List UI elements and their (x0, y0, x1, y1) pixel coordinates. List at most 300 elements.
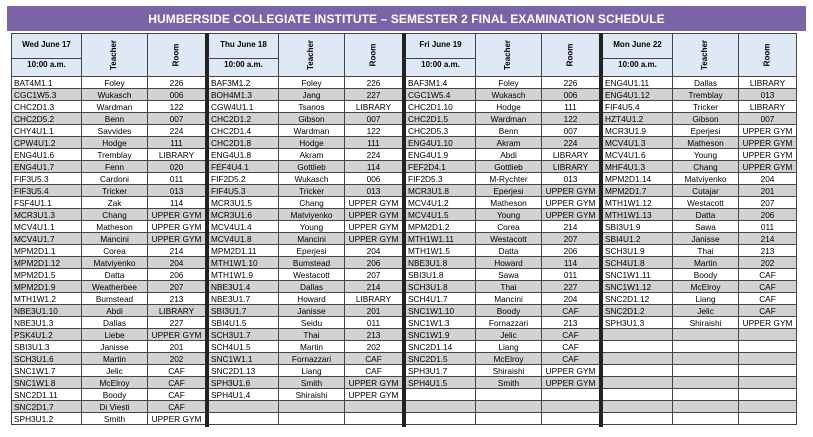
room-number: 214 (148, 245, 206, 257)
room-number: UPPER GYM (345, 197, 403, 209)
room-number (739, 341, 797, 353)
teacher-name: Tremblay (82, 149, 148, 161)
room-number: 227 (345, 89, 403, 101)
room-number: UPPER GYM (542, 365, 600, 377)
table-row (603, 185, 797, 197)
teacher-name: Benn (476, 125, 542, 137)
table-row (406, 269, 600, 281)
course-code (603, 401, 673, 413)
teacher-name: Wardman (82, 101, 148, 113)
room-number: UPPER GYM (345, 389, 403, 401)
table-row (406, 233, 600, 245)
course-code: SNC1W1.7 (12, 365, 82, 377)
room-number: UPPER GYM (739, 125, 797, 137)
room-number: LIBRARY (739, 101, 797, 113)
column-label-teacher: Teacher (700, 39, 710, 71)
table-row (603, 233, 797, 245)
teacher-name: Wardman (279, 125, 345, 137)
table-row (603, 221, 797, 233)
course-code: FIF3U5.4 (12, 185, 82, 197)
table-row (12, 245, 206, 257)
teacher-name: Smith (82, 413, 148, 425)
table-row (603, 377, 797, 389)
teacher-name: Gibson (279, 113, 345, 125)
room-number: CAF (542, 329, 600, 341)
room-number: 122 (345, 125, 403, 137)
room-number: UPPER GYM (542, 377, 600, 389)
day-header (209, 34, 279, 77)
panel-divider (402, 33, 406, 427)
table-row (406, 245, 600, 257)
teacher-name: Eperjesi (476, 185, 542, 197)
table-row (603, 101, 797, 113)
room-number: 207 (345, 269, 403, 281)
room-number: 207 (148, 281, 206, 293)
room-number (739, 329, 797, 341)
teacher-name: Janisse (82, 341, 148, 353)
course-code: MCV4U1.7 (12, 233, 82, 245)
course-code: MCV4U1.5 (406, 209, 476, 221)
teacher-name: Westacott (673, 197, 739, 209)
room-number: CAF (345, 365, 403, 377)
course-code: SNC1W1.8 (12, 377, 82, 389)
teacher-name: Eperjesi (673, 125, 739, 137)
table-row (603, 125, 797, 137)
table-row (603, 317, 797, 329)
column-header-teacher (673, 34, 739, 77)
course-code: SNC2D1.7 (12, 401, 82, 413)
teacher-name: Bumstead (82, 293, 148, 305)
teacher-name: Datta (476, 245, 542, 257)
table-row (209, 401, 403, 413)
course-code: SNC2D1.14 (406, 341, 476, 353)
teacher-name: Matheson (476, 197, 542, 209)
teacher-name (279, 413, 345, 425)
table-row (406, 197, 600, 209)
room-number: 007 (739, 113, 797, 125)
course-code: MTH1W1.13 (603, 209, 673, 221)
room-number: 214 (739, 233, 797, 245)
table-row (209, 317, 403, 329)
course-code: ENG4U1.10 (406, 137, 476, 149)
table-row (209, 305, 403, 317)
course-code: SCH3U1.8 (406, 281, 476, 293)
course-code: SNC2D1.5 (406, 353, 476, 365)
teacher-name: Young (476, 209, 542, 221)
table-row (12, 353, 206, 365)
course-code: MHF4U1.3 (603, 161, 673, 173)
course-code: SCH4U1.5 (209, 341, 279, 353)
table-row (406, 221, 600, 233)
table-row (406, 341, 600, 353)
table-row (209, 209, 403, 221)
room-number: 213 (542, 317, 600, 329)
course-code: MPM2D1.2 (406, 221, 476, 233)
teacher-name: Matheson (82, 221, 148, 233)
room-number: 007 (148, 113, 206, 125)
teacher-name: Shiraishi (673, 317, 739, 329)
course-code: NBE3U1.10 (12, 305, 82, 317)
course-code: ENG4U1.9 (406, 149, 476, 161)
room-number: 204 (739, 173, 797, 185)
table-row (209, 353, 403, 365)
room-number (739, 365, 797, 377)
room-number: UPPER GYM (542, 197, 600, 209)
teacher-name: Abdi (82, 305, 148, 317)
teacher-name: Matviyenko (279, 209, 345, 221)
room-number: 204 (542, 293, 600, 305)
course-code: SCH4U1.7 (406, 293, 476, 305)
teacher-name: Mancini (279, 233, 345, 245)
room-number: 114 (148, 197, 206, 209)
teacher-name: Liang (673, 293, 739, 305)
room-number: UPPER GYM (542, 185, 600, 197)
table-row (406, 125, 600, 137)
table-row (12, 233, 206, 245)
teacher-name: Matviyenko (673, 173, 739, 185)
table-row (12, 341, 206, 353)
teacher-name: Smith (279, 377, 345, 389)
course-code: MTH1W1.9 (209, 269, 279, 281)
room-number: LIBRARY (542, 161, 600, 173)
course-code: BAF3M1.2 (209, 77, 279, 89)
course-code: SNC1W1.11 (603, 269, 673, 281)
course-code: BAF3M1.4 (406, 77, 476, 89)
course-code: MTH1W1.2 (12, 293, 82, 305)
table-row (209, 281, 403, 293)
teacher-name: Tricker (82, 185, 148, 197)
course-code (209, 413, 279, 425)
table-row (406, 389, 600, 401)
table-row (209, 113, 403, 125)
room-number (739, 389, 797, 401)
room-number: 206 (542, 245, 600, 257)
course-code: CHC2D1.2 (209, 113, 279, 125)
table-row (12, 365, 206, 377)
room-number: 202 (148, 353, 206, 365)
table-row (406, 377, 600, 389)
teacher-name: Foley (82, 77, 148, 89)
room-number: CAF (148, 365, 206, 377)
teacher-name: Mancini (82, 233, 148, 245)
room-number: CAF (739, 305, 797, 317)
day-header (12, 34, 82, 77)
course-code: MTH1W1.5 (406, 245, 476, 257)
teacher-name (673, 365, 739, 377)
table-row (12, 317, 206, 329)
room-number: 202 (345, 341, 403, 353)
course-code: CHC2D5.2 (12, 113, 82, 125)
room-number: CAF (542, 341, 600, 353)
course-code: SNC2D1.13 (209, 365, 279, 377)
table-row (209, 137, 403, 149)
teacher-name: Shiraishi (279, 389, 345, 401)
table-row (406, 365, 600, 377)
day-header (603, 34, 673, 77)
teacher-name: Mancini (476, 293, 542, 305)
teacher-name: Fornazzari (279, 353, 345, 365)
course-code (603, 365, 673, 377)
room-number: CAF (739, 269, 797, 281)
teacher-name (673, 377, 739, 389)
course-code: SCH3U1.7 (209, 329, 279, 341)
table-row (209, 197, 403, 209)
teacher-name: Boody (476, 305, 542, 317)
room-number: LIBRARY (148, 149, 206, 161)
teacher-name: Smith (476, 377, 542, 389)
table-row (406, 185, 600, 197)
table-row (406, 89, 600, 101)
day-date: Fri June 19 (419, 40, 462, 49)
room-number: CAF (345, 353, 403, 365)
teacher-name: Hodge (279, 137, 345, 149)
column-header-teacher (82, 34, 148, 77)
teacher-name: Martin (279, 341, 345, 353)
course-code: BOH4M1.3 (209, 89, 279, 101)
schedule-table (11, 33, 206, 425)
column-label-teacher: Teacher (503, 39, 513, 71)
course-code: SNC1W1.3 (406, 317, 476, 329)
course-code: NBE3U1.3 (12, 317, 82, 329)
room-number: 122 (148, 101, 206, 113)
room-number: CAF (739, 281, 797, 293)
room-number: 013 (345, 185, 403, 197)
table-row (603, 197, 797, 209)
room-number: UPPER GYM (739, 149, 797, 161)
course-code: SPH4U1.5 (406, 377, 476, 389)
course-code: PSK4U1.2 (12, 329, 82, 341)
room-number: 214 (345, 281, 403, 293)
table-row (406, 113, 600, 125)
teacher-name: Liang (279, 365, 345, 377)
course-code: CHC2D1.3 (12, 101, 82, 113)
course-code: MCV4U1.1 (12, 221, 82, 233)
day-panel (405, 33, 599, 425)
teacher-name: Datta (82, 269, 148, 281)
teacher-name (673, 401, 739, 413)
table-row (12, 89, 206, 101)
table-row (603, 245, 797, 257)
room-number: 224 (148, 125, 206, 137)
table-row (12, 389, 206, 401)
teacher-name: Howard (476, 257, 542, 269)
table-row (406, 401, 600, 413)
teacher-name: Chang (673, 161, 739, 173)
room-number (739, 401, 797, 413)
room-number: CAF (739, 293, 797, 305)
room-number: 114 (542, 257, 600, 269)
teacher-name: Martin (82, 353, 148, 365)
room-number: 013 (542, 173, 600, 185)
teacher-name: Wardman (476, 113, 542, 125)
table-row (406, 317, 600, 329)
room-number: 224 (345, 149, 403, 161)
course-code: SBI3U1.7 (209, 305, 279, 317)
table-row (12, 185, 206, 197)
table-row (12, 77, 206, 89)
teacher-name: Jelic (476, 329, 542, 341)
table-row (603, 329, 797, 341)
room-number: 111 (542, 101, 600, 113)
course-code: CHC2D5.3 (406, 125, 476, 137)
teacher-name: Benn (82, 113, 148, 125)
course-code: FIF2D5.2 (209, 173, 279, 185)
course-code: FIF3U5.3 (12, 173, 82, 185)
table-row (406, 257, 600, 269)
table-row (209, 185, 403, 197)
table-row (406, 353, 600, 365)
table-row (209, 329, 403, 341)
course-code: FIF2D5.3 (406, 173, 476, 185)
course-code: SNC1W1.10 (406, 305, 476, 317)
table-row (603, 305, 797, 317)
course-code: ENG4U1.11 (603, 77, 673, 89)
course-code (603, 413, 673, 425)
table-row (209, 245, 403, 257)
table-row (209, 233, 403, 245)
room-number (345, 401, 403, 413)
course-code: FSF4U1.1 (12, 197, 82, 209)
table-row (603, 77, 797, 89)
room-number: UPPER GYM (345, 233, 403, 245)
course-code: SCH3U1.9 (603, 245, 673, 257)
teacher-name: Tremblay (673, 89, 739, 101)
teacher-name: Wukasch (476, 89, 542, 101)
teacher-name: Fornazzari (476, 317, 542, 329)
teacher-name: Abdi (476, 149, 542, 161)
course-code (209, 401, 279, 413)
teacher-name: Savvides (82, 125, 148, 137)
teacher-name: Gottlieb (279, 161, 345, 173)
course-code: SPH4U1.4 (209, 389, 279, 401)
table-row (406, 101, 600, 113)
room-number: UPPER GYM (345, 377, 403, 389)
room-number: 006 (345, 173, 403, 185)
course-code (603, 329, 673, 341)
course-code: SBI3U1.8 (406, 269, 476, 281)
table-row (209, 293, 403, 305)
room-number: 011 (739, 221, 797, 233)
room-number: LIBRARY (542, 149, 600, 161)
teacher-name: Matviyenko (82, 257, 148, 269)
table-row (603, 341, 797, 353)
table-row (406, 77, 600, 89)
course-code: MCV4U1.8 (209, 233, 279, 245)
teacher-name (673, 413, 739, 425)
teacher-name: Fenn (82, 161, 148, 173)
table-row (209, 377, 403, 389)
table-row (603, 401, 797, 413)
course-code: ENG4U1.12 (603, 89, 673, 101)
teacher-name: Liebe (82, 329, 148, 341)
teacher-name: Westacott (476, 233, 542, 245)
course-code: SBI4U1.5 (209, 317, 279, 329)
day-date: Mon June 22 (613, 40, 662, 49)
teacher-name: Foley (476, 77, 542, 89)
room-number: 213 (345, 329, 403, 341)
room-number (739, 353, 797, 365)
room-number: CAF (542, 305, 600, 317)
course-code (406, 389, 476, 401)
table-row (209, 125, 403, 137)
room-number: UPPER GYM (148, 221, 206, 233)
table-row (603, 113, 797, 125)
day-header (406, 34, 476, 77)
course-code: MCR3U1.3 (12, 209, 82, 221)
table-row (12, 305, 206, 317)
course-code: CHC2D1.4 (209, 125, 279, 137)
table-row (406, 209, 600, 221)
column-label-room: Room (171, 43, 181, 67)
room-number: UPPER GYM (739, 161, 797, 173)
table-row (209, 161, 403, 173)
room-number: 206 (345, 257, 403, 269)
teacher-name: Eperjesi (279, 245, 345, 257)
teacher-name (476, 401, 542, 413)
column-label-room: Room (762, 43, 772, 67)
teacher-name: McElroy (673, 281, 739, 293)
room-number: 007 (542, 125, 600, 137)
day-panel (208, 33, 402, 425)
teacher-name: Seidu (279, 317, 345, 329)
panel-divider (205, 33, 209, 427)
teacher-name: Cardoni (82, 173, 148, 185)
room-number: 207 (542, 233, 600, 245)
room-number: 224 (542, 137, 600, 149)
room-number: 006 (542, 89, 600, 101)
room-number: UPPER GYM (345, 209, 403, 221)
room-number: 226 (345, 77, 403, 89)
column-header-teacher (279, 34, 345, 77)
table-row (209, 89, 403, 101)
table-row (12, 257, 206, 269)
teacher-name (673, 329, 739, 341)
course-code: SNC1W1.9 (406, 329, 476, 341)
course-code: MCR3U1.6 (209, 209, 279, 221)
room-number (739, 413, 797, 425)
teacher-name: Janisse (279, 305, 345, 317)
room-number: UPPER GYM (148, 329, 206, 341)
day-panel (602, 33, 796, 425)
room-number: 204 (345, 245, 403, 257)
teacher-name: Tricker (673, 101, 739, 113)
course-code: MPM2D1.5 (12, 269, 82, 281)
room-number: 226 (542, 77, 600, 89)
teacher-name: Corea (82, 245, 148, 257)
course-code: SNC2D1.2 (603, 305, 673, 317)
table-row (406, 329, 600, 341)
schedule-title: HUMBERSIDE COLLEGIATE INSTITUTE – SEMESTER 2 FINAL EXAMINATION SCHEDULE (7, 6, 806, 31)
day-time: 10:00 a.m. (406, 58, 475, 72)
course-code (603, 353, 673, 365)
teacher-name: Young (673, 149, 739, 161)
teacher-name: Liang (476, 341, 542, 353)
course-code: NBE3U1.8 (406, 257, 476, 269)
course-code: MCV4U1.2 (406, 197, 476, 209)
room-number: 227 (148, 317, 206, 329)
course-code: SBI3U1.9 (603, 221, 673, 233)
teacher-name: Datta (673, 209, 739, 221)
table-row (209, 221, 403, 233)
teacher-name: Dallas (279, 281, 345, 293)
teacher-name (279, 401, 345, 413)
course-code: BAT4M1.1 (12, 77, 82, 89)
course-code: MTH1W1.11 (406, 233, 476, 245)
table-row (12, 209, 206, 221)
course-code: FIF4U5.4 (603, 101, 673, 113)
table-row (12, 113, 206, 125)
course-code: NBE3U1.7 (209, 293, 279, 305)
